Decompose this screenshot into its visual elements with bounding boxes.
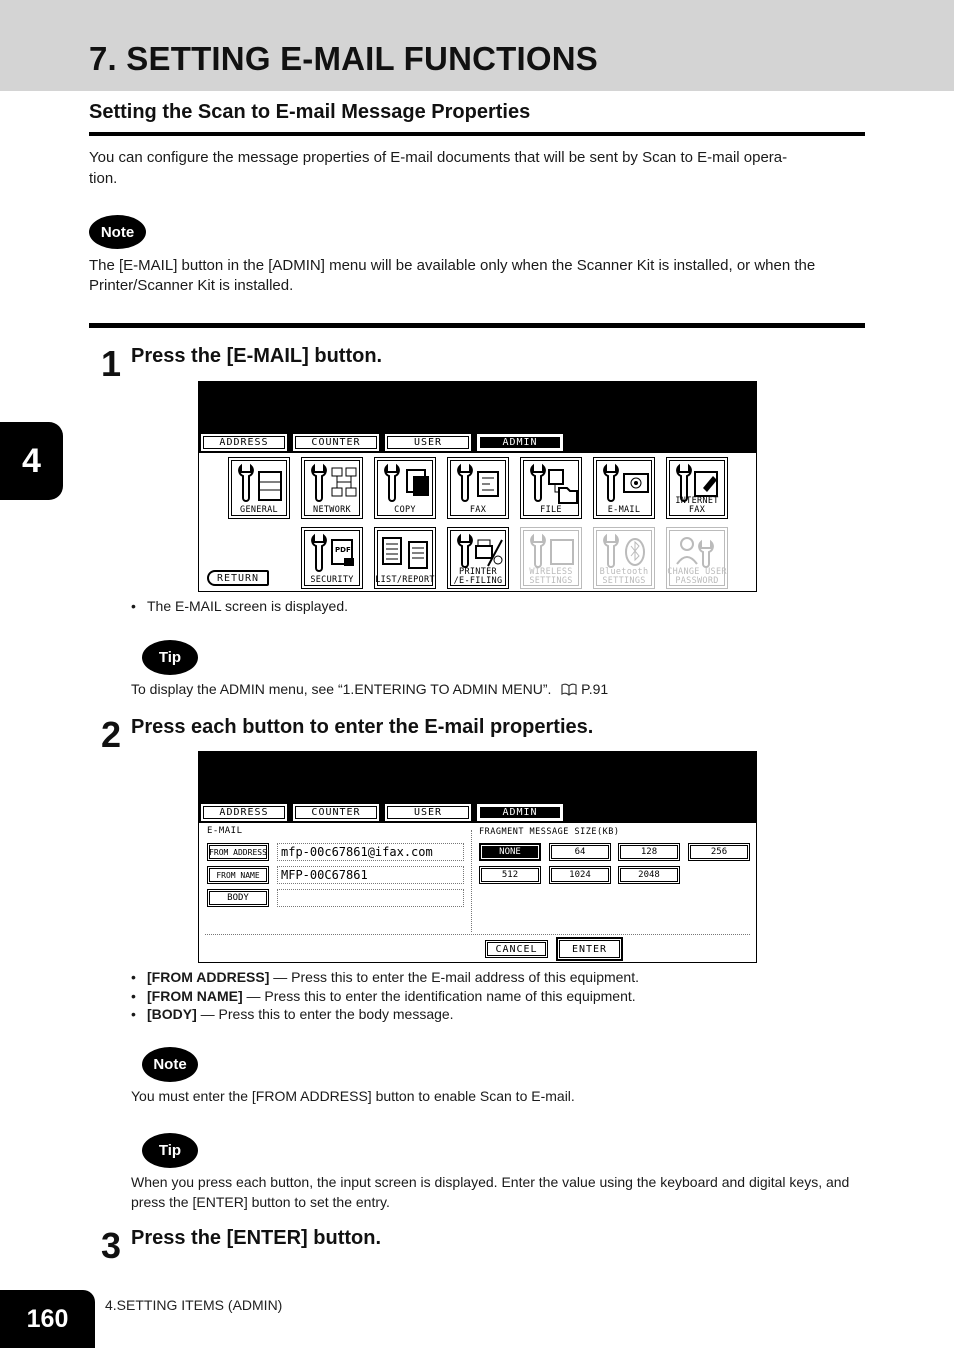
wrench-fax-icon	[452, 462, 506, 506]
tip-text: When you press each button, the input screen is displayed. Enter the value using the keyboard and digital keys, and press the [ENTER] button to set the entry.	[131, 1174, 850, 1210]
list-item	[131, 1005, 639, 1024]
fragment-option-1024[interactable]: 1024	[549, 866, 611, 884]
file-button[interactable]	[520, 457, 582, 519]
admin-menu-screen	[198, 381, 757, 592]
screen2-tabs	[201, 804, 563, 821]
return-button[interactable]: RETURN	[207, 570, 269, 586]
tip-text-main: To display the ADMIN menu, see “1.ENTERING TO ADMIN MENU”.	[131, 681, 552, 697]
fax-button[interactable]	[447, 457, 509, 519]
wrench-wireless-icon	[525, 532, 579, 572]
tab-user[interactable]: USER	[385, 804, 471, 821]
bluetooth-settings-label: Bluetooth SETTINGS	[599, 567, 649, 586]
general-label: GENERAL	[240, 505, 278, 515]
from-address-field: mfp-00c67861@ifax.com	[277, 843, 464, 861]
tab-admin[interactable]: ADMIN	[477, 434, 563, 451]
security-button[interactable]	[301, 527, 363, 589]
wrench-bluetooth-icon	[598, 532, 652, 572]
body-button[interactable]: BODY	[207, 889, 269, 907]
section-title: Setting the Scan to E-mail Message Properties	[89, 101, 531, 123]
tip-badge: Tip	[142, 640, 198, 675]
internet-fax-button[interactable]	[666, 457, 728, 519]
wireless-settings-label: WIRELESS SETTINGS	[529, 567, 573, 586]
user-password-icon	[671, 532, 725, 572]
from-address-term: [FROM ADDRESS]	[147, 969, 270, 985]
page-number: 160	[0, 1290, 95, 1348]
list-item	[131, 968, 639, 987]
list-item: • The E-MAIL screen is displayed.	[131, 597, 348, 616]
tip-page-ref[interactable]: P.91	[581, 681, 609, 697]
fax-label: FAX	[469, 505, 487, 515]
screen1-tabs	[201, 434, 563, 451]
wrench-security-icon	[306, 532, 360, 576]
fragment-option-256[interactable]: 256	[688, 843, 750, 861]
step-2-title: Press each button to enter the E-mail properties.	[131, 716, 594, 738]
step-3-title: Press the [ENTER] button.	[131, 1227, 382, 1249]
wrench-copy-icon	[379, 462, 433, 506]
bluetooth-settings-button[interactable]	[593, 527, 655, 589]
internet-fax-label: INTERNET FAX	[675, 496, 719, 515]
step-2-number: 2	[101, 714, 122, 755]
email-label: E-MAIL	[607, 505, 641, 515]
network-button[interactable]	[301, 457, 363, 519]
fragment-option-64[interactable]: 64	[549, 843, 611, 861]
chapter-title: 7. SETTING E-MAIL FUNCTIONS	[89, 40, 598, 77]
file-label: FILE	[540, 505, 562, 515]
step-1-bullets	[131, 597, 348, 616]
fragment-option-512[interactable]: 512	[479, 866, 541, 884]
book-reference-icon	[561, 682, 577, 701]
tab-counter[interactable]: COUNTER	[293, 434, 379, 451]
tip-badge: Tip	[142, 1133, 198, 1168]
fragment-option-2048[interactable]: 2048	[618, 866, 680, 884]
tip-text	[131, 680, 871, 701]
tab-admin[interactable]: ADMIN	[477, 804, 563, 821]
from-name-button[interactable]: FROM NAME	[207, 866, 269, 884]
wireless-settings-button[interactable]	[520, 527, 582, 589]
wrench-network-icon	[306, 462, 360, 506]
wrench-email-icon	[598, 462, 652, 506]
printer-efiling-label: PRINTER /E-FILING	[453, 567, 503, 586]
network-label: NETWORK	[313, 505, 351, 515]
from-name-field: MFP-00C67861	[277, 866, 464, 884]
note-badge: Note	[142, 1047, 198, 1082]
from-name-desc: — Press this to enter the identification name of this equipment.	[242, 987, 636, 1004]
change-user-password-button[interactable]	[666, 527, 728, 589]
copy-label: COPY	[394, 505, 416, 515]
list-item	[131, 987, 639, 1006]
report-list-icon	[379, 532, 433, 576]
list-report-label: LIST/REPORT	[375, 575, 435, 585]
email-settings-screen	[198, 751, 757, 963]
fragment-option-none[interactable]: NONE	[479, 843, 541, 861]
step-1-number: 1	[101, 343, 122, 384]
fragment-option-128[interactable]: 128	[618, 843, 680, 861]
tab-address[interactable]: ADDRESS	[201, 434, 287, 451]
note-badge: Note	[89, 215, 146, 249]
copy-button[interactable]	[374, 457, 436, 519]
divider-vertical	[471, 830, 472, 932]
wrench-printer-icon	[452, 532, 506, 572]
wrench-copier-icon	[233, 462, 287, 506]
body-field	[277, 889, 464, 907]
body-term: [BODY]	[147, 1006, 197, 1022]
from-name-term: [FROM NAME]	[147, 987, 243, 1004]
divider-horizontal	[205, 934, 750, 935]
note-text: The [E-MAIL] button in the [ADMIN] menu will be available only when the Scanner Kit is installed, or when the Printer/Scanner Kit is installed.	[89, 257, 816, 294]
change-user-password-label: CHANGE USER PASSWORD	[667, 567, 727, 586]
email-button[interactable]	[593, 457, 655, 519]
note-text: You must enter the [FROM ADDRESS] button to enable Scan to E-mail.	[131, 1088, 575, 1104]
footer-text: 4.SETTING ITEMS (ADMIN)	[105, 1297, 283, 1313]
enter-button[interactable]: ENTER	[556, 937, 623, 961]
intro-paragraph: You can configure the message properties of E-mail documents that will be sent by Scan to E-mail opera- tion.	[89, 149, 788, 187]
svg-text:PDF: PDF	[335, 546, 351, 554]
security-label: SECURITY	[310, 575, 354, 585]
cancel-button[interactable]: CANCEL	[485, 940, 548, 958]
wrench-file-icon	[525, 462, 579, 506]
chapter-side-tab: 4	[0, 422, 63, 500]
step-3-number: 3	[101, 1225, 122, 1266]
tab-address[interactable]: ADDRESS	[201, 804, 287, 821]
list-report-button[interactable]	[374, 527, 436, 589]
printer-efiling-button[interactable]	[447, 527, 509, 589]
tab-user[interactable]: USER	[385, 434, 471, 451]
step-2-bullets	[131, 968, 639, 1024]
email-section-label: E-MAIL	[207, 826, 243, 836]
from-address-desc: — Press this to enter the E-mail address of this equipment.	[269, 969, 639, 985]
step-1-title: Press the [E-MAIL] button.	[131, 345, 383, 367]
fragment-size-label: FRAGMENT MESSAGE SIZE(KB)	[479, 827, 620, 837]
section-rule	[89, 132, 865, 136]
tab-counter[interactable]: COUNTER	[293, 804, 379, 821]
general-button[interactable]	[228, 457, 290, 519]
body-desc: — Press this to enter the body message.	[196, 1006, 454, 1022]
step-rule	[89, 323, 865, 328]
from-address-button[interactable]: FROM ADDRESS	[207, 843, 269, 861]
